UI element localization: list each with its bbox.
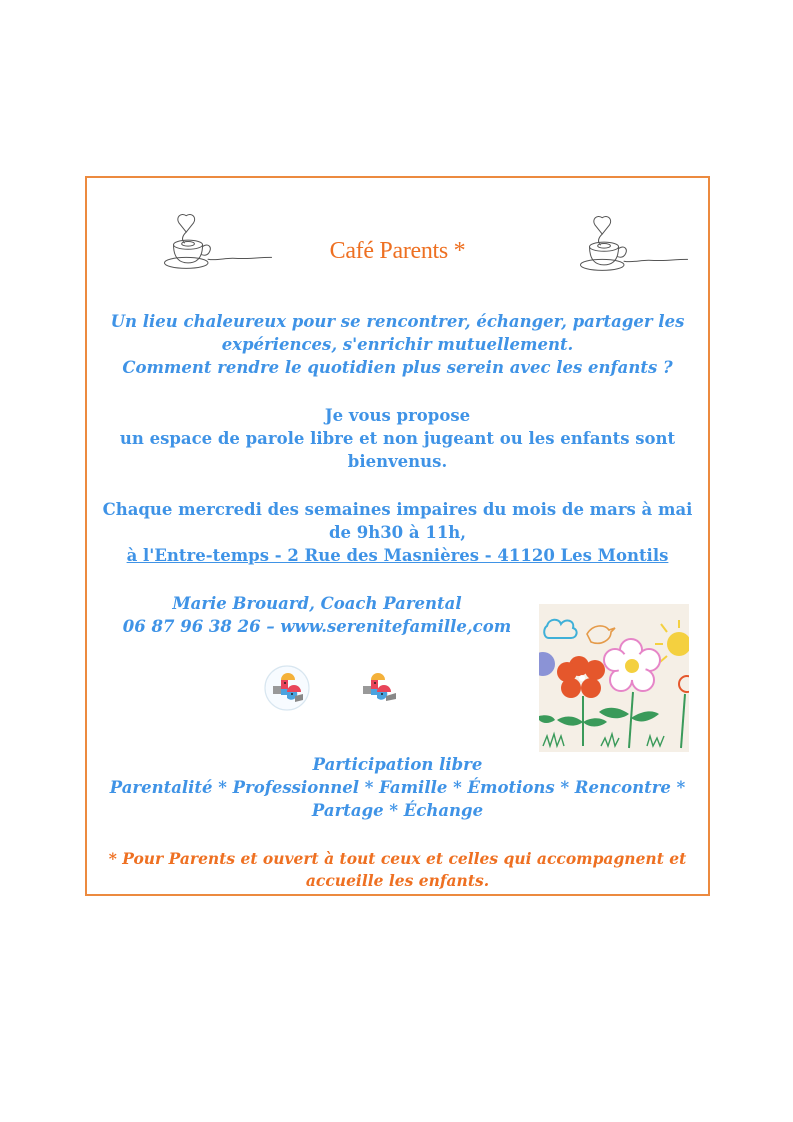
schedule-paragraph (87, 498, 708, 567)
intro-line: Un lieu chaleureux pour se rencontrer, échanger, partager les (110, 312, 685, 331)
footnote-line: * Pour Parents et ouvert à tout ceux et celles qui accompagnent et (108, 849, 687, 868)
flyer-frame (85, 176, 710, 896)
proposal-line: bienvenus. (347, 452, 448, 471)
tags-paragraph (87, 753, 708, 822)
birds-logo-icon (263, 664, 311, 712)
proposal-line: Je vous propose (324, 406, 471, 425)
children-flower-drawing (539, 604, 689, 752)
proposal-line: un espace de parole libre et non jugeant ou les enfants sont (119, 429, 676, 448)
schedule-line: de 9h30 à 11h, (328, 523, 467, 542)
contact-name: Marie Brouard, Coach Parental (172, 594, 462, 613)
page-title: Café Parents * (329, 238, 466, 264)
intro-line: expériences, s'enrichir mutuellement. (221, 335, 574, 354)
tags-line: Partage * Échange (311, 801, 484, 820)
footnote-line: accueille les enfants. (305, 871, 490, 890)
coffee-cup-heart-icon (575, 214, 693, 274)
participation-line: Participation libre (312, 755, 483, 774)
intro-paragraph (87, 310, 708, 379)
contact-phone-web: 06 87 96 38 26 – www.serenitefamille,com (122, 617, 512, 636)
proposal-paragraph (87, 404, 708, 473)
contact-block (122, 592, 512, 638)
birds-logo-icon (359, 668, 403, 704)
footnote (87, 848, 708, 892)
address-link[interactable]: à l'Entre-temps - 2 Rue des Masnières - 41120 Les Montils (126, 546, 669, 565)
schedule-line: Chaque mercredi des semaines impaires du mois de mars à mai (102, 500, 693, 519)
intro-line: Comment rendre le quotidien plus serein avec les enfants ? (122, 358, 673, 377)
tags-line: Parentalité * Professionnel * Famille * Émotions * Rencontre * (109, 778, 686, 797)
